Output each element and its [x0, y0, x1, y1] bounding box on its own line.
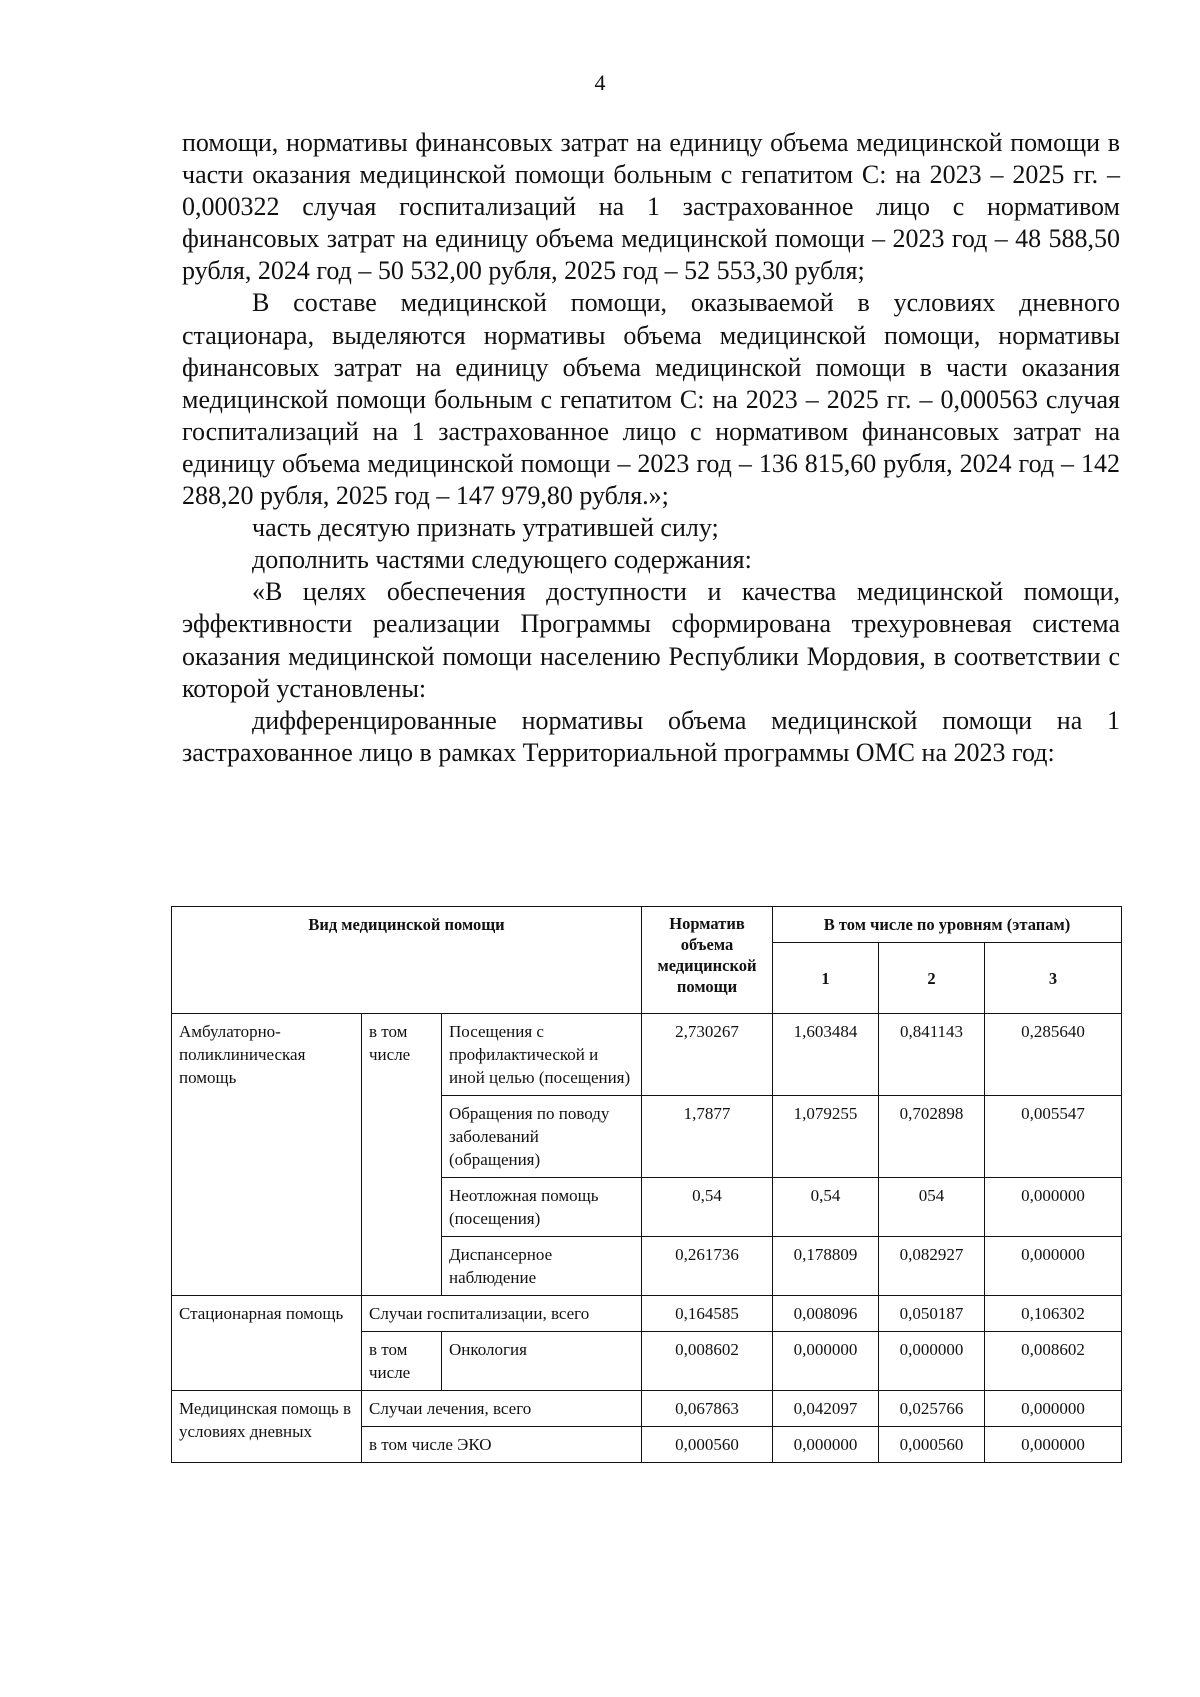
- cell-norm: 0,54: [642, 1178, 773, 1237]
- cell-level-3: 0,000000: [985, 1237, 1122, 1296]
- cell-level-3: 0,005547: [985, 1096, 1122, 1178]
- row-name: Обращения по поводу заболеваний (обращения): [442, 1096, 642, 1178]
- group-label-ambulatory: Амбулаторно-поликлиническая помощь: [172, 1014, 362, 1296]
- header-levels: В том числе по уровням (этапам): [773, 907, 1122, 943]
- paragraph: дополнить частями следующего содержания:: [252, 545, 752, 575]
- cell-level-1: 0,000000: [773, 1427, 879, 1463]
- cell-level-2: 0,000560: [879, 1427, 985, 1463]
- row-name: Онкология: [442, 1332, 642, 1391]
- cell-level-2: 0,702898: [879, 1096, 985, 1178]
- row-name: Диспансерное наблюдение: [442, 1237, 642, 1296]
- cell-level-2: 0,082927: [879, 1237, 985, 1296]
- cell-level-1: 1,079255: [773, 1096, 879, 1178]
- paragraph: дифференцированные нормативы объема медицинской помощи на 1 застрахованное лицо в рамках Территориальной программы ОМС на 2023 год:: [182, 705, 1120, 767]
- paragraph: помощи, нормативы финансовых затрат на единицу объема медицинской помощи в части оказания медицинской помощи больным с гепатитом С: на 2023 – 2025 гг. – 0,000322 случая госпитализаций на 1 застрахованное лицо с нормативом финансовых затрат на единицу объема медицинской помощи – 2023 год – 48 588,50 рубля, 2024 год – 50 532,00 рубля, 2025 год – 52 553,30 рубля;: [182, 128, 1120, 286]
- cell-level-2: 0,050187: [879, 1296, 985, 1332]
- table-row: [172, 1296, 1122, 1332]
- cell-norm: 0,164585: [642, 1296, 773, 1332]
- cell-level-3: 0,000000: [985, 1427, 1122, 1463]
- cell-level-1: 1,603484: [773, 1014, 879, 1096]
- row-name: Неотложная помощь (посещения): [442, 1178, 642, 1237]
- cell-level-3: 0,000000: [985, 1391, 1122, 1427]
- cell-level-1: 0,042097: [773, 1391, 879, 1427]
- paragraph: В составе медицинской помощи, оказываемой в условиях дневного стационара, выделяются нормативы объема медицинской помощи, нормативы финансовых затрат на единицу объема медицинской помощи в части оказания медицинской помощи больным с гепатитом С: на 2023 – 2025 гг. – 0,000563 случая госпитализаций на 1 застрахованное лицо с нормативом финансовых затрат на единицу объема медицинской помощи – 2023 год – 136 815,60 рубля, 2024 год – 142 288,20 рубля, 2025 год – 147 979,80 рубля.»;: [182, 288, 1120, 511]
- page-number: 4: [594, 70, 606, 95]
- cell-level-3: 0,000000: [985, 1178, 1122, 1237]
- cell-norm: 0,067863: [642, 1391, 773, 1427]
- paragraph: часть десятую признать утратившей силу;: [252, 513, 719, 543]
- cell-norm: 0,008602: [642, 1332, 773, 1391]
- cell-level-2: 054: [879, 1178, 985, 1237]
- table-row: [172, 1014, 1122, 1096]
- group-label-daycare: Медицинская помощь в условиях дневных: [172, 1391, 362, 1463]
- sub-label: в том числе: [362, 1014, 442, 1296]
- header-norm: Норматив объема медицинской помощи: [642, 907, 773, 1014]
- group-label-inpatient: Стационарная помощь: [172, 1296, 362, 1391]
- cell-level-3: 0,008602: [985, 1332, 1122, 1391]
- header-level-1: 1: [773, 943, 879, 1014]
- cell-level-2: 0,000000: [879, 1332, 985, 1391]
- row-name: в том числе ЭКО: [362, 1427, 642, 1463]
- header-type: Вид медицинской помощи: [172, 907, 642, 1014]
- cell-level-3: 0,285640: [985, 1014, 1122, 1096]
- cell-level-1: 0,008096: [773, 1296, 879, 1332]
- cell-level-1: 0,000000: [773, 1332, 879, 1391]
- cell-norm: 0,261736: [642, 1237, 773, 1296]
- cell-norm: 2,730267: [642, 1014, 773, 1096]
- row-name: Случаи лечения, всего: [362, 1391, 642, 1427]
- cell-level-3: 0,106302: [985, 1296, 1122, 1332]
- paragraph: «В целях обеспечения доступности и качества медицинской помощи, эффективности реализации Программы сформирована трехуровневая система оказания медицинской помощи населению Республики Мордовия, в соответствии с которой установлены:: [182, 577, 1120, 703]
- cell-norm: 0,000560: [642, 1427, 773, 1463]
- norms-table: [171, 906, 1122, 1463]
- cell-norm: 1,7877: [642, 1096, 773, 1178]
- document-body: [182, 127, 1120, 769]
- sub-label: в том числе: [362, 1332, 442, 1391]
- header-level-3: 3: [985, 943, 1122, 1014]
- cell-level-1: 0,54: [773, 1178, 879, 1237]
- row-name: Случаи госпитализации, всего: [362, 1296, 642, 1332]
- cell-level-2: 0,841143: [879, 1014, 985, 1096]
- table-header-row: [172, 907, 1122, 943]
- cell-level-1: 0,178809: [773, 1237, 879, 1296]
- table-row: [172, 1391, 1122, 1427]
- header-level-2: 2: [879, 943, 985, 1014]
- cell-level-2: 0,025766: [879, 1391, 985, 1427]
- row-name: Посещения с профилактической и иной целью (посещения): [442, 1014, 642, 1096]
